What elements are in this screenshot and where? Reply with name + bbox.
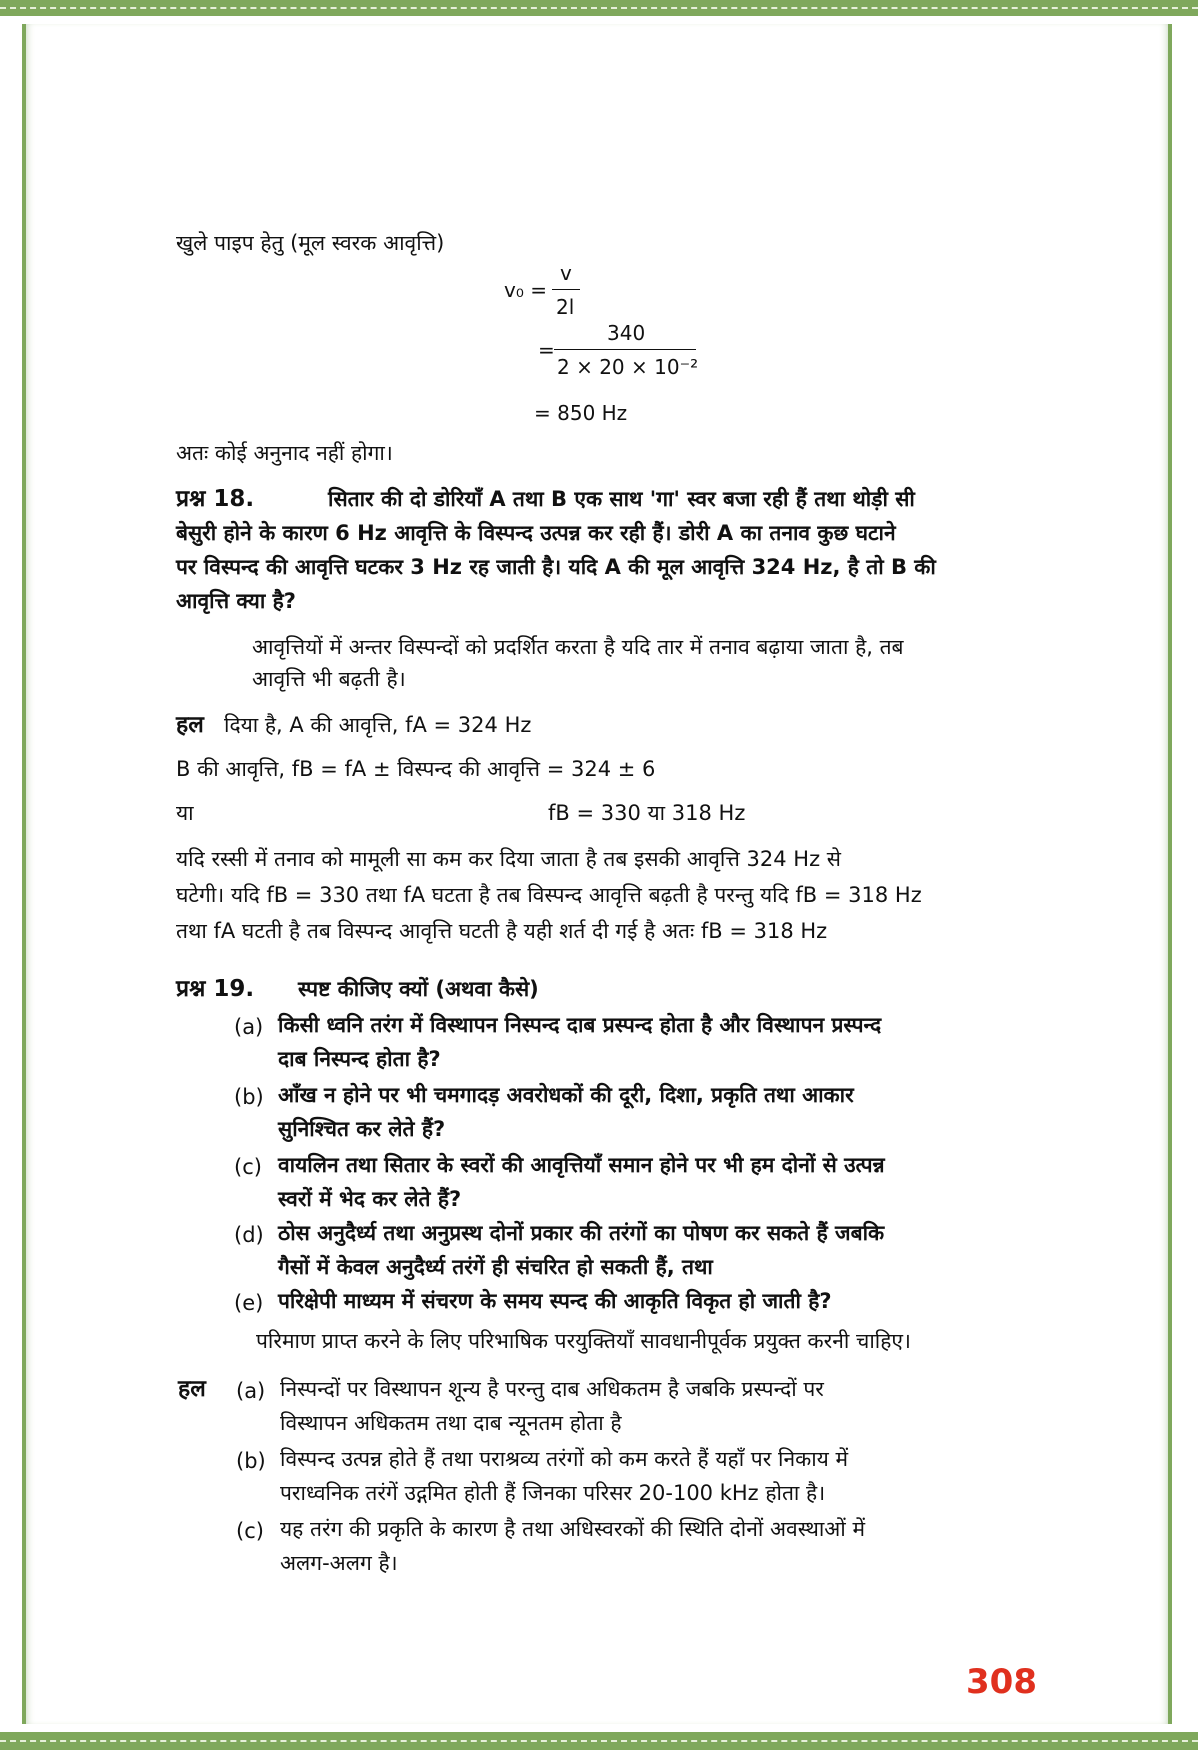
q19-solution-b-line-2: पराध्वनिक तरंगें उद्गमित होती हैं जिनका परिसर 20-100 kHz होता है। bbox=[280, 1481, 826, 1505]
q18-hint-line-2: आवृत्ति भी बढ़ती है। bbox=[252, 667, 406, 691]
q19-item-b-line-2: सुनिश्चित कर लेते हैं? bbox=[278, 1117, 446, 1141]
q19-item-e-key: (e) bbox=[234, 1291, 264, 1315]
q19-solution-c-key: (c) bbox=[236, 1519, 264, 1543]
q19-item-a-key: (a) bbox=[234, 1015, 264, 1039]
eq2-numerator: 340 bbox=[607, 321, 646, 345]
q19-item-c-line-2: स्वरों में भेद कर लेते हैं? bbox=[278, 1187, 462, 1211]
q19-solution-label: हल bbox=[178, 1376, 206, 1402]
q19-item-e-line-1: परिक्षेपी माध्यम में संचरण के समय स्पन्द की आकृति विकृत हो जाती है? bbox=[278, 1289, 832, 1313]
eq1-denominator: 2l bbox=[556, 295, 575, 319]
q18-line-1: सितार की दो डोरियाँ A तथा B एक साथ 'गा' स्वर बजा रही हैं तथा थोड़ी सी bbox=[328, 487, 915, 511]
q19-item-d-line-2: गैसों में केवल अनुदैर्ध्य तरंगें ही संचरित हो सकती हैं, तथा bbox=[278, 1255, 713, 1279]
q18-solution-line-2: B की आवृत्ति, fB = fA ± विस्पन्द की आवृत्ति = 324 ± 6 bbox=[176, 757, 656, 781]
page-number: 308 bbox=[966, 1662, 1037, 1702]
q18-solution-label: हल bbox=[176, 712, 204, 738]
q18-explanation-line-2: घटेगी। यदि fB = 330 तथा fA घटता है तब विस्पन्द आवृत्ति बढ़ती है परन्तु यदि fB = 318 Hz bbox=[176, 883, 922, 907]
eq1-lhs: v₀ = bbox=[504, 278, 547, 302]
q18-solution-or: या bbox=[176, 801, 194, 825]
eq3-result: = 850 Hz bbox=[534, 401, 628, 425]
q19-solution-b-key: (b) bbox=[236, 1449, 266, 1473]
q18-solution-line-3: fB = 330 या 318 Hz bbox=[548, 801, 746, 825]
q19-solution-c-line-1: यह तरंग की प्रकृति के कारण है तथा अधिस्वरकों की स्थिति दोनों अवस्थाओं में bbox=[280, 1517, 866, 1541]
q19-item-d-line-1: ठोस अनुदैर्ध्य तथा अनुप्रस्थ दोनों प्रकार की तरंगों का पोषण कर सकते हैं जबकि bbox=[278, 1221, 885, 1245]
eq2-prefix: = bbox=[538, 338, 555, 362]
q19-item-c-key: (c) bbox=[234, 1155, 262, 1179]
q19-solution-a-line-2: विस्थापन अधिकतम तथा दाब न्यूनतम होता है bbox=[280, 1411, 622, 1435]
q19-item-b-key: (b) bbox=[234, 1085, 264, 1109]
q18-hint-line-1: आवृत्तियों में अन्तर विस्पन्दों को प्रदर्शित करता है यदि तार में तनाव बढ़ाया जाता है, तब bbox=[252, 635, 904, 659]
q18-line-4: आवृत्ति क्या है? bbox=[176, 589, 296, 613]
q18-explanation-line-3: तथा fA घटती है तब विस्पन्द आवृत्ति घटती है यही शर्त दी गई है अतः fB = 318 Hz bbox=[176, 919, 828, 943]
q18-label: प्रश्न 18. bbox=[176, 486, 255, 512]
no-resonance-conclusion: अतः कोई अनुनाद नहीं होगा। bbox=[176, 441, 393, 465]
q19-item-d-key: (d) bbox=[234, 1223, 264, 1247]
q18-line-2: बेसुरी होने के कारण 6 Hz आवृत्ति के विस्पन्द उत्पन्न कर रही हैं। डोरी A का तनाव कुछ घटाने bbox=[176, 521, 896, 545]
bottom-border-stitch bbox=[0, 1740, 1198, 1742]
q18-explanation-line-1: यदि रस्सी में तनाव को मामूली सा कम कर दिया जाता है तब इसकी आवृत्ति 324 Hz से bbox=[176, 847, 841, 871]
q19-solution-b-line-1: विस्पन्द उत्पन्न होते हैं तथा पराश्रव्य तरंगों को कम करते हैं यहाँ पर निकाय में bbox=[280, 1447, 849, 1471]
q19-item-b-line-1: आँख न होने पर भी चमगादड़ अवरोधकों की दूरी, दिशा, प्रकृति तथा आकार bbox=[278, 1083, 854, 1107]
q19-item-a-line-2: दाब निस्पन्द होता है? bbox=[278, 1047, 441, 1071]
open-pipe-heading: खुले पाइप हेतु (मूल स्वरक आवृत्ति) bbox=[176, 231, 445, 255]
q19-title: स्पष्ट कीजिए क्यों (अथवा कैसे) bbox=[298, 977, 539, 1001]
q19-hint: परिमाण प्राप्त करने के लिए परिभाषिक परयुक्तियाँ सावधानीपूर्वक प्रयुक्त करनी चाहिए। bbox=[256, 1329, 911, 1353]
q18-line-3: पर विस्पन्द की आवृत्ति घटकर 3 Hz रह जाती है। यदि A की मूल आवृत्ति 324 Hz, है तो B की bbox=[176, 555, 936, 579]
q19-solution-a-line-1: निस्पन्दों पर विस्थापन शून्य है परन्तु दाब अधिकतम है जबकि प्रस्पन्दों पर bbox=[280, 1377, 824, 1401]
q18-solution-line-1: दिया है, A की आवृत्ति, fA = 324 Hz bbox=[224, 713, 532, 737]
q19-label: प्रश्न 19. bbox=[176, 976, 255, 1002]
eq2-denominator: 2 × 20 × 10⁻² bbox=[557, 355, 699, 379]
q19-solution-a-key: (a) bbox=[236, 1379, 266, 1403]
eq1-numerator: v bbox=[560, 261, 572, 285]
top-border-stitch bbox=[0, 7, 1198, 9]
q19-solution-c-line-2: अलग-अलग है। bbox=[280, 1551, 398, 1575]
q19-item-a-line-1: किसी ध्वनि तरंग में विस्थापन निस्पन्द दाब प्रस्पन्द होता है और विस्थापन प्रस्पन्द bbox=[278, 1013, 882, 1037]
q19-item-c-line-1: वायलिन तथा सितार के स्वरों की आवृत्तियाँ समान होने पर भी हम दोनों से उत्पन्न bbox=[278, 1153, 885, 1177]
